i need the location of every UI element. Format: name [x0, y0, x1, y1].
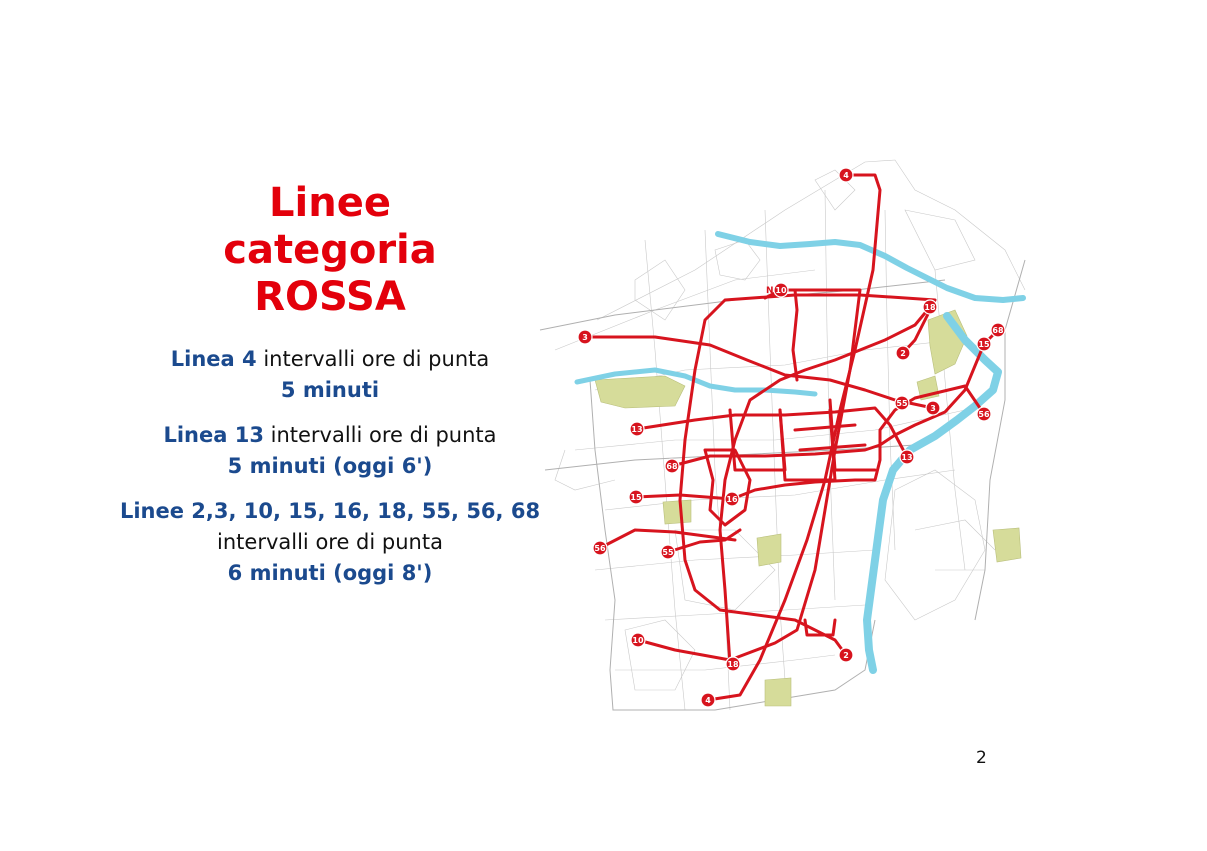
- route-badge-label: 18: [924, 303, 936, 312]
- line-description: intervalli ore di punta: [256, 347, 490, 371]
- line-interval: 5 minuti: [280, 378, 380, 402]
- route-badge-label: 16: [726, 495, 738, 504]
- route-badge-18: [726, 657, 740, 671]
- route-badge-68: [991, 323, 1005, 337]
- route-badge-label: 13: [631, 425, 643, 434]
- route-badge-label: 4: [843, 171, 849, 180]
- route-badge-label: 10: [632, 636, 644, 645]
- route-badge-10: [774, 283, 788, 297]
- route-badge-13: [630, 422, 644, 436]
- route-badges: [578, 168, 1005, 707]
- route-badge-label: 55: [896, 399, 908, 408]
- route-badge-label: 68: [992, 326, 1004, 335]
- line-description: intervalli ore di punta: [217, 530, 443, 554]
- route-badge-label: 56: [594, 544, 606, 553]
- north-marker: N: [766, 286, 774, 296]
- route-badge-label: 10: [775, 286, 787, 295]
- info-block-line-4: [110, 344, 550, 406]
- route-badge-56: [593, 541, 607, 555]
- route-badge-18: [923, 300, 937, 314]
- line-name: Linee 2,3, 10, 15, 16, 18, 55, 56, 68: [119, 499, 541, 523]
- route-badge-label: 68: [666, 462, 678, 471]
- route-badge-4: [701, 693, 715, 707]
- route-badge-3: [926, 401, 940, 415]
- page-number: 2: [976, 748, 987, 768]
- title-line-1: Linee: [269, 180, 391, 226]
- route-badge-label: 13: [901, 453, 913, 462]
- route-badge-55: [661, 545, 675, 559]
- line-interval: 6 minuti (oggi 8'): [227, 561, 433, 585]
- route-badge-label: 15: [978, 340, 990, 349]
- route-badge-label: 4: [705, 696, 711, 705]
- route-badge-2: [896, 346, 910, 360]
- route-badge-68: [665, 459, 679, 473]
- route-badge-label: 3: [930, 404, 936, 413]
- title-line-2: categoria: [223, 227, 437, 273]
- route-badge-label: 3: [582, 333, 588, 342]
- route-badge-16: [725, 492, 739, 506]
- route-badge-15: [629, 490, 643, 504]
- route-badge-label: 18: [727, 660, 739, 669]
- route-badge-4: [839, 168, 853, 182]
- info-block-other-lines: [110, 496, 550, 589]
- title-line-3: ROSSA: [254, 274, 406, 320]
- route-badge-2: [839, 648, 853, 662]
- route-badge-56: [977, 407, 991, 421]
- route-badge-3: [578, 330, 592, 344]
- route-badge-55: [895, 396, 909, 410]
- route-badge-label: 55: [662, 548, 674, 557]
- route-badge-label: 15: [630, 493, 642, 502]
- line-interval: 5 minuti (oggi 6'): [227, 454, 433, 478]
- route-badge-label: 2: [843, 651, 849, 660]
- route-badge-label: 56: [978, 410, 990, 419]
- info-block-line-13: [110, 420, 550, 482]
- route-badge-15: [977, 337, 991, 351]
- route-map: [535, 150, 1035, 720]
- info-line: [110, 420, 550, 451]
- route-badge-13: [900, 450, 914, 464]
- route-badge-10: [631, 633, 645, 647]
- line-name: Linea 13: [163, 423, 264, 447]
- line-description: intervalli ore di punta: [263, 423, 497, 447]
- slide-title: [130, 180, 530, 321]
- info-line: [110, 344, 550, 375]
- route-badge-label: 2: [900, 349, 906, 358]
- line-name: Linea 4: [170, 347, 257, 371]
